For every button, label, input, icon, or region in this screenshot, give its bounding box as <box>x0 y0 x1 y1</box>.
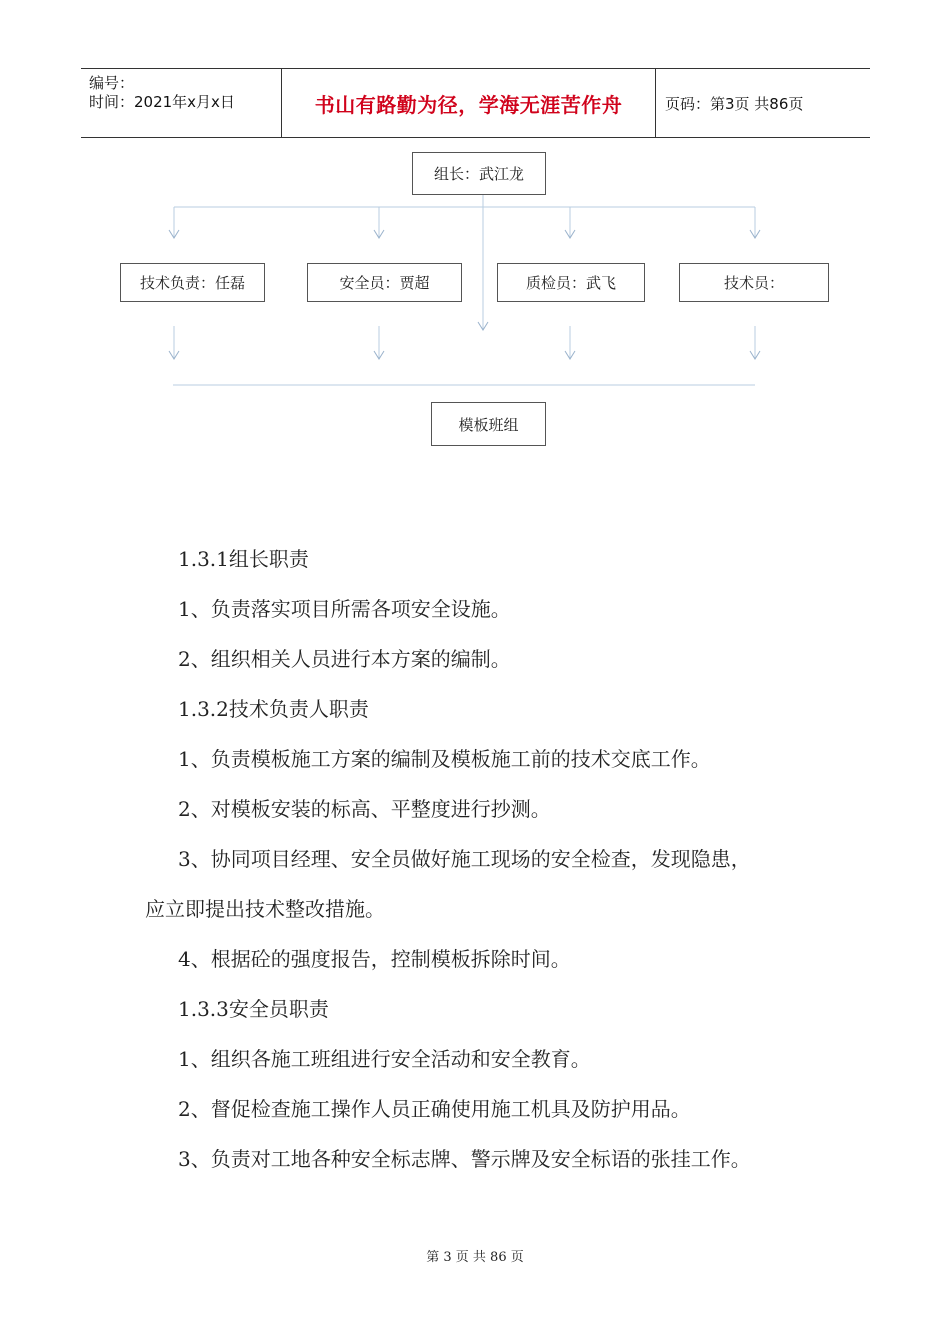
section-heading: 1.3.2技术负责人职责 <box>178 697 369 721</box>
paragraph: 2、对模板安装的标高、平整度进行抄测。 <box>178 797 551 821</box>
paragraph: 1、负责落实项目所需各项安全设施。 <box>178 597 511 621</box>
org-team-box: 模板班组 <box>431 402 546 446</box>
org-member-tech-lead: 技术负责：任磊 <box>120 263 265 302</box>
org-member-quality: 质检员：武飞 <box>497 263 645 302</box>
section-heading: 1.3.3安全员职责 <box>178 997 329 1021</box>
paragraph-continuation: 应立即提出技术整改措施。 <box>145 897 385 921</box>
document-number: 编号： <box>89 74 135 92</box>
section-heading: 1.3.1组长职责 <box>178 547 309 571</box>
page-footer <box>0 1246 950 1265</box>
org-leader-box: 组长：武江龙 <box>412 152 546 195</box>
motto: 书山有路勤为径，学海无涯苦作舟 <box>314 92 623 117</box>
paragraph: 3、协同项目经理、安全员做好施工现场的安全检查，发现隐患， <box>178 847 751 871</box>
paragraph: 2、督促检查施工操作人员正确使用施工机具及防护用品。 <box>178 1097 691 1121</box>
page-info: 页码：第3页 共86页 <box>665 94 804 113</box>
paragraph: 1、负责模板施工方案的编制及模板施工前的技术交底工作。 <box>178 747 711 771</box>
org-member-technician: 技术员： <box>679 263 829 302</box>
paragraph: 1、组织各施工班组进行安全活动和安全教育。 <box>178 1047 591 1071</box>
paragraph: 4、根据砼的强度报告，控制模板拆除时间。 <box>178 947 571 971</box>
footer-page-number: 第 3 页 共 86 页 <box>426 1250 524 1265</box>
paragraph: 2、组织相关人员进行本方案的编制。 <box>178 647 511 671</box>
paragraph: 3、负责对工地各种安全标志牌、警示牌及安全标语的张挂工作。 <box>178 1147 751 1171</box>
document-date: 时间：2021年x月x日 <box>89 93 235 111</box>
org-member-safety: 安全员：贾超 <box>307 263 462 302</box>
